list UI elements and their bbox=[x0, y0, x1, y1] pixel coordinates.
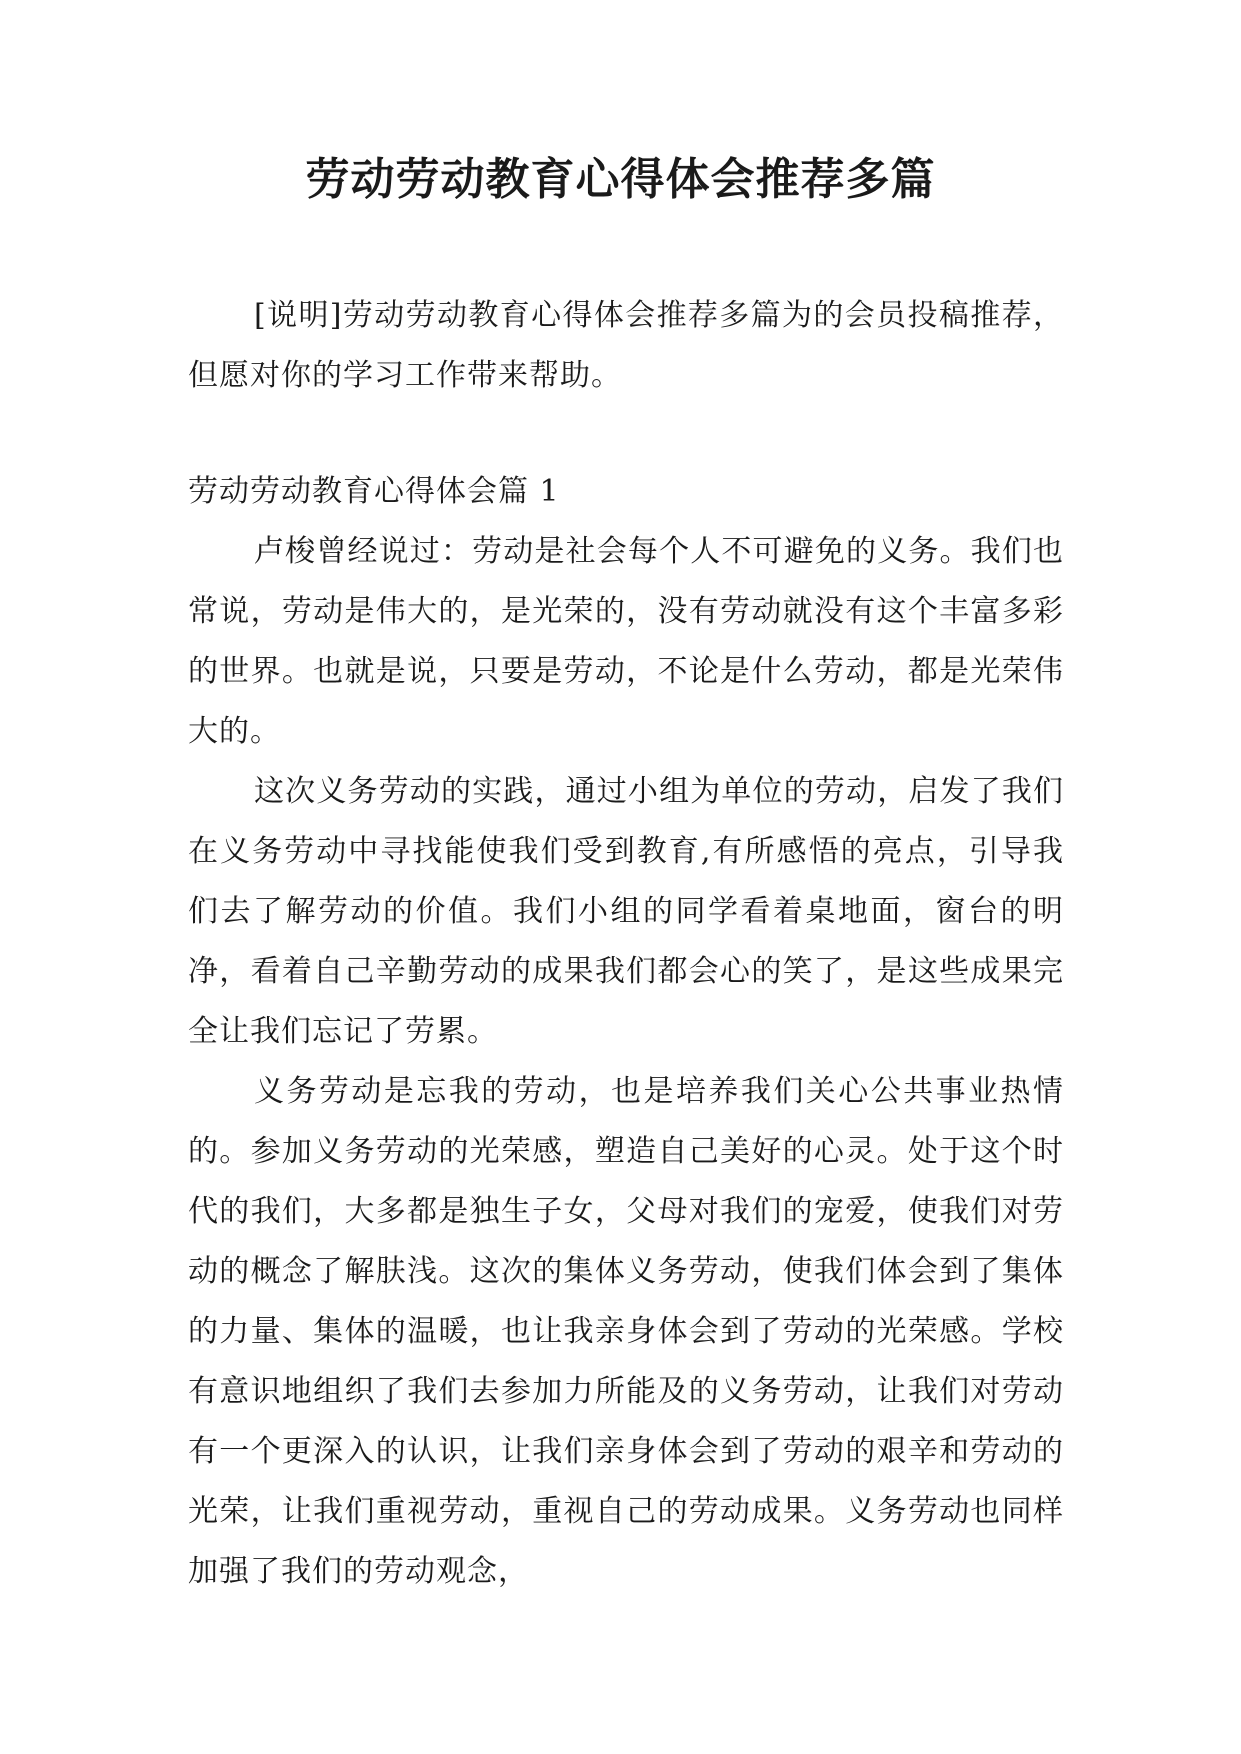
body-paragraph-3: 义务劳动是忘我的劳动，也是培养我们关心公共事业热情的。参加义务劳动的光荣感，塑造自己美好的心灵。处于这个时代的我们，大多都是独生子女，父母对我们的宠爱，使我们对劳动的概念了解肤浅。这次的集体义务劳动，使我们体会到了集体的力量、集体的温暖，也让我亲身体会到了劳动的光荣感。学校有意识地组织了我们去参加力所能及的义务劳动，让我们对劳动有一个更深入的认识，让我们亲身体会到了劳动的艰辛和劳动的光荣，让我们重视劳动，重视自己的劳动成果。义务劳动也同样加强了我们的劳动观念， bbox=[188, 1074, 1064, 1589]
intro-paragraph: [说明]劳动劳动教育心得体会推荐多篇为的会员投稿推荐，但愿对你的学习工作带来帮助。 bbox=[188, 298, 1064, 393]
body-paragraph-2: 这次义务劳动的实践，通过小组为单位的劳动，启发了我们在义务劳动中寻找能使我们受到教育,有所感悟的亮点，引导我们去了解劳动的价值。我们小组的同学看着桌地面，窗台的明净，看着自己辛勤劳动的成果我们都会心的笑了，是这些成果完全让我们忘记了劳累。 bbox=[188, 774, 1064, 1049]
document-title: 劳动劳动教育心得体会推荐多篇 bbox=[305, 154, 936, 205]
section-heading: 劳动劳动教育心得体会篇 1 bbox=[188, 474, 560, 509]
body-paragraph-1: 卢梭曾经说过：劳动是社会每个人不可避免的义务。我们也常说，劳动是伟大的，是光荣的，没有劳动就没有这个丰富多彩的世界。也就是说，只要是劳动，不论是什么劳动，都是光荣伟大的。 bbox=[188, 534, 1064, 749]
